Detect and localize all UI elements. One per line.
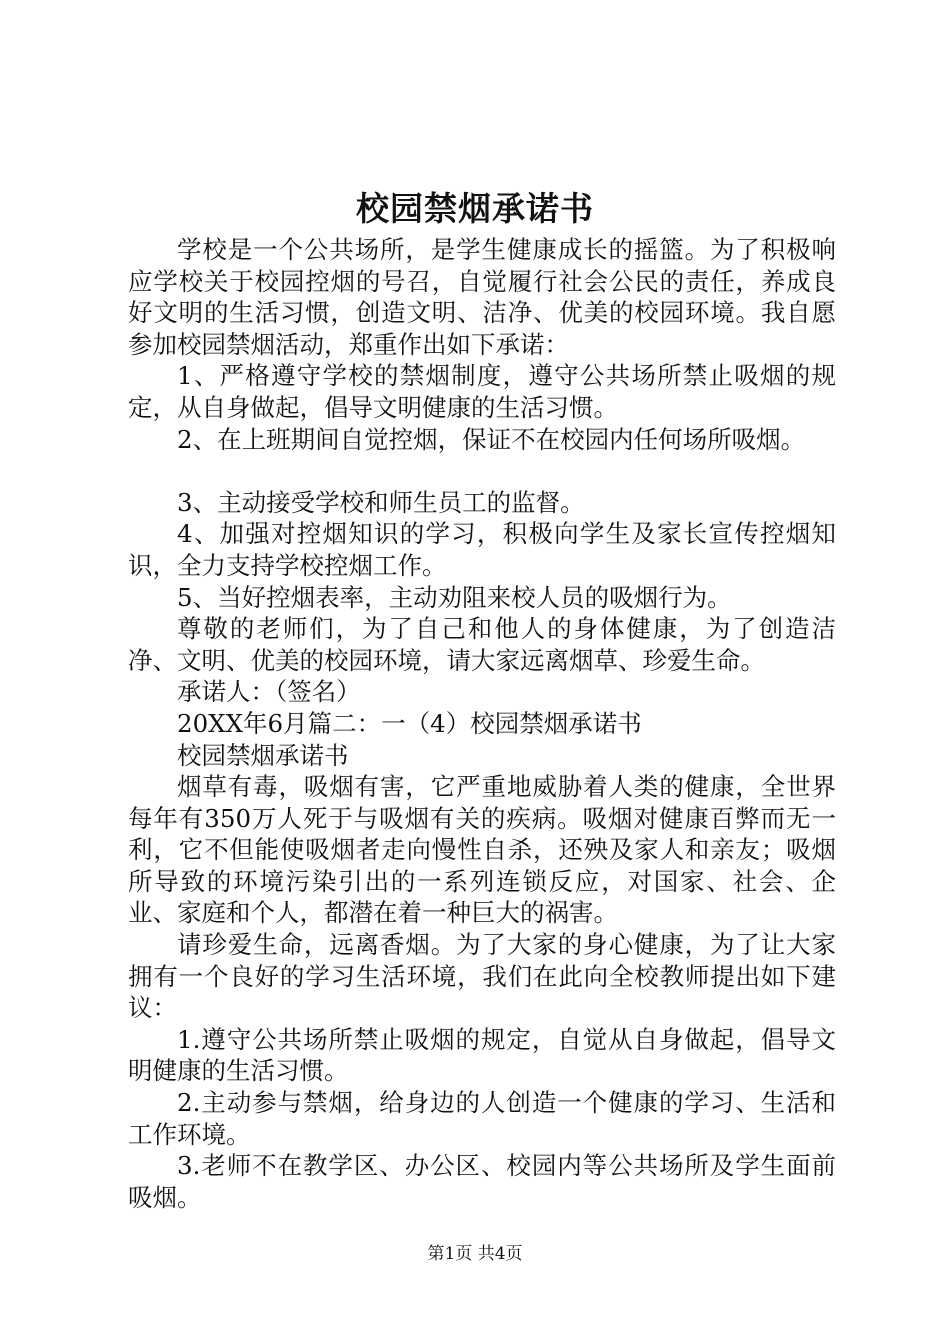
paragraph-proposal-2: 2.主动参与禁烟，给身边的人创造一个健康的学习、生活和工作环境。 [128,1088,836,1149]
paragraph-proposal: 请珍爱生命，远离香烟。为了大家的身心健康，为了让大家拥有一个良好的学习生活环境，我们在此向全校教师提出如下建议： [128,930,836,1023]
document-body [128,234,836,1213]
paragraph-proposal-3: 3.老师不在教学区、办公区、校园内等公共场所及学生面前吸烟。 [128,1151,836,1212]
paragraph-intro: 学校是一个公共场所，是学生健康成长的摇篮。为了积极响应学校关于校园控烟的号召，自觉履行社会公民的责任，养成良好文明的生活习惯，创造文明、洁净、优美的校园环境。我自愿参加校园禁烟活动，郑重作出如下承诺： [128,235,836,359]
blank-line [128,455,836,487]
paragraph-item-5: 5、当好控烟表率，主动劝阻来校人员的吸烟行为。 [177,582,732,612]
paragraph-item-2: 2、在上班期间自觉控烟，保证不在校园内任何场所吸烟。 [177,424,806,454]
paragraph-item-4: 4、加强对控烟知识的学习，积极向学生及家长宣传控烟知识，全力支持学校控烟工作。 [128,519,836,580]
page-footer: 第1页 共4页 [427,1244,523,1264]
paragraph-signatory: 承诺人：（签名） [177,677,361,707]
paragraph-tobacco-harm: 烟草有毒，吸烟有害，它严重地威胁着人类的健康，全世界每年有350万人死于与吸烟有关的疾病。吸烟对健康百弊而无一利，它不但能使吸烟者走向慢性自杀，还殃及家人和亲友；吸烟所导致的环境污染引出的一系列连锁反应，对国家、社会、企业、家庭和个人，都潜在着一种巨大的祸害。 [128,772,836,928]
paragraph-appeal: 尊敬的老师们，为了自己和他人的身体健康，为了创造洁净、文明、优美的校园环境，请大家远离烟草、珍爱生命。 [128,614,836,675]
paragraph-item-3: 3、主动接受学校和师生员工的监督。 [177,487,585,517]
paragraph-proposal-1: 1.遵守公共场所禁止吸烟的规定，自觉从自身做起，倡导文明健康的生活习惯。 [128,1024,836,1086]
paragraph-item-1: 1、严格遵守学校的禁烟制度，遵守公共场所禁止吸烟的规定，从自身做起，倡导文明健康的生活习惯。 [128,361,836,422]
paragraph-subtitle: 校园禁烟承诺书 [177,740,349,770]
paragraph-date-heading: 20XX年6月篇二：一（4）校园禁烟承诺书 [177,708,642,738]
document-title: 校园禁烟承诺书 [356,189,594,228]
